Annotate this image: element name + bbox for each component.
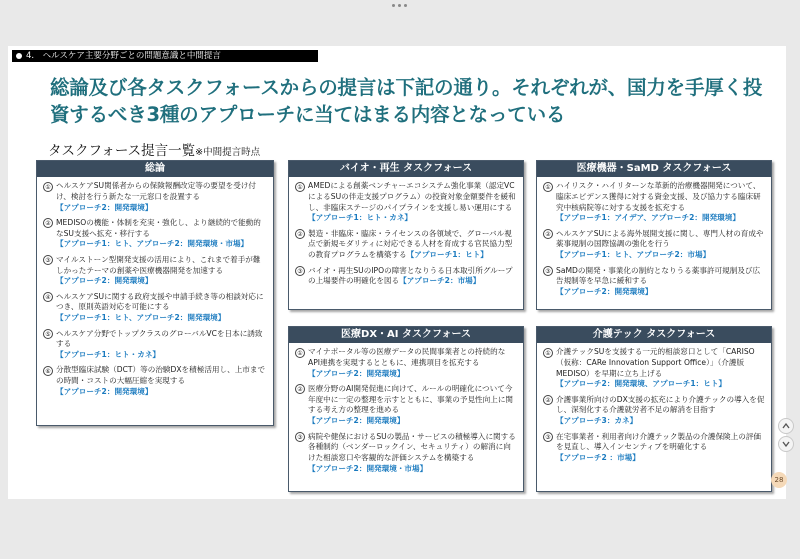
approach-tag: 【アプローチ2：開発環境】 [56, 387, 153, 397]
item-text: マイルストーン型開発支援の活用により、これまで着手が難しかったテーマの創薬や医療機器開発を加速する [56, 254, 261, 275]
item-text: 医療分野のAI開発促進に向けて、ルールの明確化について今年度中に一定の整理を示すとともに、事業の予見性向上に関する考え方の整理を進める [308, 383, 514, 415]
item-number: ① [295, 348, 305, 358]
page-number: 28 [771, 472, 787, 488]
slide [8, 46, 786, 499]
proposal-item [43, 218, 267, 250]
proposal-item [43, 255, 267, 287]
approach-tag: 【アプローチ2：開発環境、アプローチ1：ヒト】 [556, 379, 727, 389]
item-text: ヘルスケアSUによる海外展開支援に関し、専門人材の育成や薬事規制の国際協調の強化を行う [556, 228, 764, 249]
approach-tag: 【アプローチ1：ヒト・カネ】 [308, 213, 413, 223]
proposal-item [543, 181, 765, 224]
proposal-list [289, 343, 523, 475]
approach-tag: 【アプローチ3：カネ】 [556, 416, 638, 426]
item-text: 病院や健保におけるSUの製品・サービスの積極導入に関する各種制約（ベンダーロックイン、セキュリティ）の解消に向けた相談窓口や客観的な評価システムを構築する [308, 431, 516, 463]
item-number: ① [543, 182, 553, 192]
section-bar [12, 50, 318, 62]
panel-bio [288, 160, 524, 310]
panel-title: 介護テック タスクフォース [537, 327, 771, 343]
proposal-item [295, 229, 517, 261]
proposal-item [295, 384, 517, 427]
proposal-item [543, 347, 765, 390]
item-text: 製造・非臨床・臨床・ライセンスの各領域で、グローバル視点で新規モダリティに対応できる人材を育成する官民協力型の教育プログラムを構築する [308, 228, 513, 260]
item-number: ② [543, 229, 553, 239]
chevron-up-icon [782, 423, 790, 429]
approach-tag: 【アプローチ2：開発環境】 [308, 368, 405, 378]
approach-tag: 【アプローチ1：ヒト、アプローチ2：市場】 [556, 250, 711, 260]
panel-dx [288, 326, 524, 492]
panel-iryokiki [536, 160, 772, 310]
scroll-up-button[interactable] [778, 418, 794, 434]
approach-tag: 【アプローチ2：開発環境】 [308, 416, 405, 426]
proposal-item [543, 229, 765, 261]
proposal-item [543, 432, 765, 464]
item-number: ⑥ [43, 366, 53, 376]
proposal-item [543, 266, 765, 298]
list-title [48, 139, 260, 159]
item-number: ③ [543, 432, 553, 442]
item-number: ① [43, 182, 53, 192]
item-number: ② [43, 218, 53, 228]
item-text: 介護事業所向けのDX支援の拡充により介護テックの導入を促し、深刻化する介護就労者不足の解消を目指す [556, 394, 765, 415]
item-text: 在宅事業者・利用者向け介護テック製品の介護保険上の評価を見直し、導入インセンティブを明確化する [556, 431, 762, 452]
panel-kaigo [536, 326, 772, 492]
item-text: ヘルスケアSU関係者からの保険報酬改定等の要望を受け付け、検討を行う新たな一元窓口を設置する [56, 181, 256, 201]
proposal-list [37, 177, 273, 398]
item-number: ① [295, 182, 305, 192]
item-text: 分散型臨床試験（DCT）等の治験DXを積極活用し、上市までの時間・コストの大幅圧縮を実現する [56, 365, 266, 386]
proposal-item [43, 181, 267, 213]
proposal-item [543, 395, 765, 427]
item-number: ⑤ [43, 329, 53, 339]
approach-tag: 【アプローチ2：開発環境・市場】 [308, 463, 428, 473]
approach-tag: 【アプローチ1：ヒト、アプローチ2：開発環境】 [56, 313, 226, 323]
proposal-list [289, 177, 523, 287]
item-text: ヘルスケアSUに関する政府支援や申請手続き等の相談対応につき、原則英語対応を可能にする [56, 291, 264, 312]
item-number: ③ [43, 255, 53, 265]
approach-tag: 【アプローチ2 ：市場】 [556, 453, 640, 463]
proposal-item [295, 181, 517, 224]
section-label: 4. ヘルスケア主要分野ごとの問題意識と中間提言 [26, 51, 221, 61]
item-text: 介護テックSUを支援する一元的相談窓口として「CARISO（仮称：CARe Innovation Support Office）」（介護版MEDISO）を早期に立ち上げる [556, 347, 755, 378]
panel-title: バイオ・再生 タスクフォース [289, 161, 523, 177]
approach-tag: 【アプローチ1：ヒト】 [406, 250, 488, 260]
approach-tag: 【アプローチ2：市場】 [399, 276, 481, 286]
approach-tag: 【アプローチ2：開発環境】 [556, 287, 653, 297]
bullet-icon [16, 53, 22, 59]
item-number: ② [543, 395, 553, 405]
item-text: MEDISOの機能・体制を充実・強化し、より継続的で能動的なSU支援へ拡充・移行する [56, 217, 261, 238]
item-number: ② [295, 229, 305, 239]
approach-tag: 【アプローチ1：アイデア、アプローチ2：開発環境】 [556, 213, 740, 223]
approach-tag: 【アプローチ1：ヒト・カネ】 [56, 350, 161, 360]
proposal-item [43, 365, 267, 397]
scroll-down-button[interactable] [778, 436, 794, 452]
item-text: SaMDの開発・事業化の制約となりうる薬事許可規制及び広告規制等を早急に緩和する [556, 265, 761, 286]
item-text: ハイリスク・ハイリターンな革新的治療機器開発について、臨床エビデンス獲得に対する資金支援、及び協力する臨床研究中核病院等に対する支援を拡充する [556, 181, 761, 212]
approach-tag: 【アプローチ2：開発環境】 [56, 276, 153, 286]
list-title-note: ※中間提言時点 [195, 147, 261, 158]
item-text: マイナポータル等の医療データの民間事業者との持続的なAPI連携を実現するとともに、連携項目を拡充する [308, 347, 506, 367]
panel-sousoku [36, 160, 274, 426]
item-text: AMEDによる創薬ベンチャーエコシステム強化事業（認定VCによるSUの伴走支援プログラム）の投資対象金額要件を緩和し、非臨床ステージのパイプラインを支援し易い運用にする [308, 181, 516, 212]
item-text: バイオ・再生SUのIPOの障害となりうる日本取引所グループの上場要件の明確化を図る [308, 265, 513, 286]
proposal-item [43, 329, 267, 361]
item-number: ③ [543, 266, 553, 276]
list-title-text: タスクフォース提言一覧 [48, 143, 196, 159]
item-text: ヘルスケア分野でトップクラスのグローバルVCを日本に誘致する [56, 328, 263, 349]
panel-title: 医療DX・AI タスクフォース [289, 327, 523, 343]
window-drag-handle[interactable] [392, 4, 410, 10]
proposal-item [295, 266, 517, 288]
chevron-down-icon [782, 441, 790, 447]
item-number: ③ [295, 432, 305, 442]
proposal-item [43, 292, 267, 324]
approach-tag: 【アプローチ1：ヒト、アプローチ2：開発環境・市場】 [56, 239, 249, 249]
panel-title: 総論 [37, 161, 273, 177]
slide-headline: 総論及び各タスクフォースからの提言は下記の通り。それぞれが、国力を手厚く投資するべき3種のアプローチに当てはまる内容となっている [50, 76, 763, 126]
proposal-list [537, 343, 771, 464]
proposal-item [295, 347, 517, 379]
item-number: ③ [295, 266, 305, 276]
item-number: ④ [43, 292, 53, 302]
item-number: ① [543, 348, 553, 358]
proposal-list [537, 177, 771, 298]
proposal-item [295, 432, 517, 475]
panel-title: 医療機器・SaMD タスクフォース [537, 161, 771, 177]
item-number: ② [295, 384, 305, 394]
approach-tag: 【アプローチ2：開発環境】 [56, 202, 153, 212]
